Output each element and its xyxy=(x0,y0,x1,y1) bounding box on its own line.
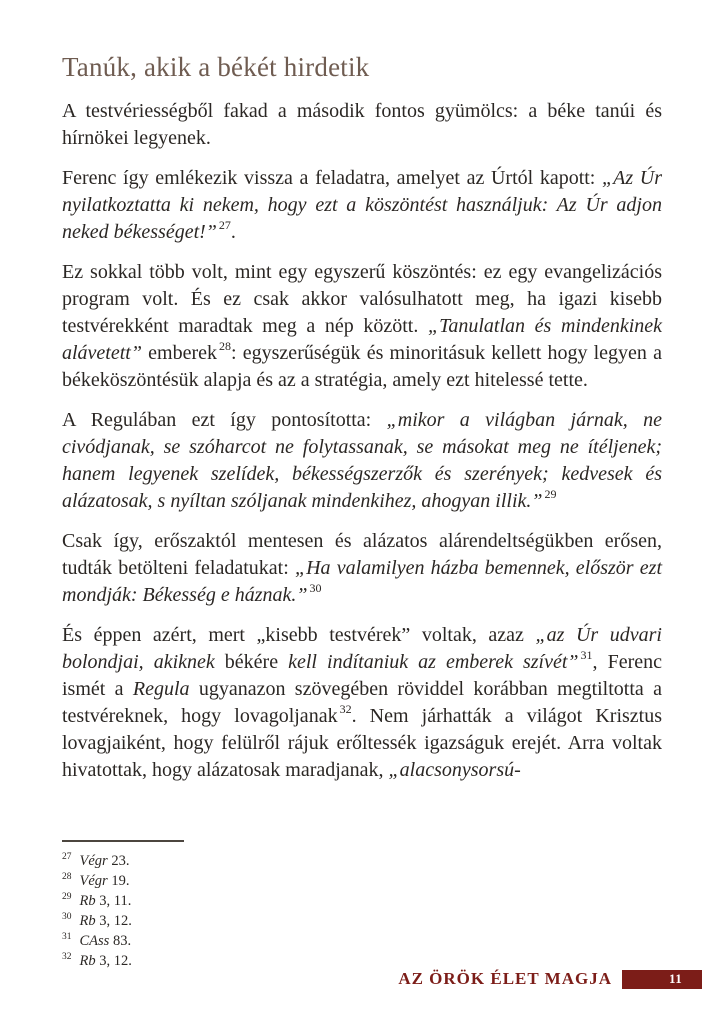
footnote-number: 27 xyxy=(62,852,72,863)
footnote-item xyxy=(62,891,662,911)
footnote-number: 31 xyxy=(62,932,72,943)
footnote-text: 3, 11. xyxy=(95,893,132,909)
quote-text: „Tanulatlan és mindenkinek alávetett” xyxy=(62,315,663,364)
chapter-heading: Tanúk, akik a békét hirdetik xyxy=(62,52,370,82)
footnote-text: 3, 12. xyxy=(95,953,132,969)
body-text: És éppen azért, mert „kisebb testvérek” voltak, azaz xyxy=(62,624,536,646)
footnote-source: Rb xyxy=(79,893,96,909)
paragraph xyxy=(62,259,662,394)
footnote-text: 23. xyxy=(107,853,130,869)
body-text: , Ferenc ismét a xyxy=(62,651,662,700)
quote-text: „mikor a világban járnak, ne civódjanak, se szóharcot ne folytassanak, se másokat meg ne ítéljenek; hanem legyenek szelídek, békességszerzők és szerények; kedvesek és alázatosak, s nyíltan szóljanak mindenkihez, ahogyan illik.” xyxy=(62,409,662,512)
page-number: 11 xyxy=(669,971,683,986)
footnote-list xyxy=(62,851,662,971)
quote-text: Regula xyxy=(132,678,190,700)
footnote-ref: 28 xyxy=(219,339,232,354)
footnote-source: Rb xyxy=(79,913,96,929)
footnote-source: CAss xyxy=(79,933,110,949)
quote-text: „Az Úr nyilatkoztatta ki nekem, hogy ezt a köszöntést használjuk: Az Úr adjon neked békességet!” xyxy=(62,167,662,243)
footnote-number: 32 xyxy=(62,952,72,963)
footnote-ref: 27 xyxy=(218,218,231,233)
footnotes-section xyxy=(62,840,662,971)
body-text: ugyanazon szövegében röviddel korábban megtiltotta a testvéreknek, hogy lovagoljanak xyxy=(62,678,662,727)
footnote-item xyxy=(62,851,662,871)
body-text: . xyxy=(230,221,236,243)
paragraph xyxy=(62,98,662,152)
footnote-item xyxy=(62,951,662,971)
book-title: AZ ÖRÖK ÉLET MAGJA xyxy=(398,969,612,988)
article-body xyxy=(62,98,662,784)
footnote-number: 30 xyxy=(62,912,72,923)
footnote-ref: 30 xyxy=(309,581,322,596)
body-text: Csak így, erőszaktól mentesen és alázatos alárendeltségükben erősen, tudták betölteni feladatukat: xyxy=(62,530,662,579)
footnote-text: 83. xyxy=(109,933,132,949)
body-text: békére xyxy=(224,651,289,673)
page-content xyxy=(62,52,662,797)
body-text: : egyszerűségük és minoritásuk kellett hogy legyen a békeköszöntésük alapja és az a stratégia, amely ezt hitelessé tette. xyxy=(62,342,662,391)
footnote-source: Végr xyxy=(79,853,108,869)
footnote-ref: 29 xyxy=(544,487,557,502)
footnote-item xyxy=(62,931,662,951)
paragraph xyxy=(62,528,662,609)
footnote-number: 28 xyxy=(62,872,72,883)
body-text: Ferenc így emlékezik vissza a feladatra, amelyet az Úrtól kapott: xyxy=(62,167,602,189)
quote-text: „Ha valamilyen házba bemennek, először ezt mondják: Békesség e háznak.” xyxy=(62,557,662,606)
footnote-text: 19. xyxy=(107,873,130,889)
page-number-badge xyxy=(622,970,702,989)
body-text: Ez sokkal több volt, mint egy egyszerű köszöntés: ez egy evangelizációs program volt. És ez csak akkor valósulhatott meg, ha igazi kisebb testvérekként maradtak meg a nép között. xyxy=(62,261,662,337)
footnote-source: Végr xyxy=(79,873,108,889)
body-text: emberek xyxy=(141,342,218,364)
footnote-separator xyxy=(62,840,184,842)
body-text: . Nem járhatták a világot Krisztus lovagjaiként, hogy felülről rájuk erőltessék igazságuk erejét. Arra voltak hivatottak, hogy alázatosak maradjanak, xyxy=(62,705,663,781)
footnote-ref: 32 xyxy=(339,702,352,717)
quote-text: „alacsonysorsú- xyxy=(388,759,521,781)
footnote-source: Rb xyxy=(79,953,96,969)
footnote-item xyxy=(62,911,662,931)
paragraph xyxy=(62,622,662,784)
quote-text: kell indítaniuk az emberek szívét” xyxy=(288,651,579,673)
footnote-text: 3, 12. xyxy=(95,913,132,929)
running-footer xyxy=(398,969,702,989)
footnote-ref: 31 xyxy=(580,648,593,663)
footnote-number: 29 xyxy=(62,892,72,903)
body-text: A testvériességből fakad a második fontos gyümölcs: a béke tanúi és hírnökei legyenek. xyxy=(62,100,662,149)
quote-text: „az Úr udvari bolondjai, akiknek xyxy=(62,624,662,673)
footnote-item xyxy=(62,871,662,891)
body-text: A Regulában ezt így pontosította: xyxy=(62,409,387,431)
paragraph xyxy=(62,165,662,246)
paragraph xyxy=(62,407,662,515)
